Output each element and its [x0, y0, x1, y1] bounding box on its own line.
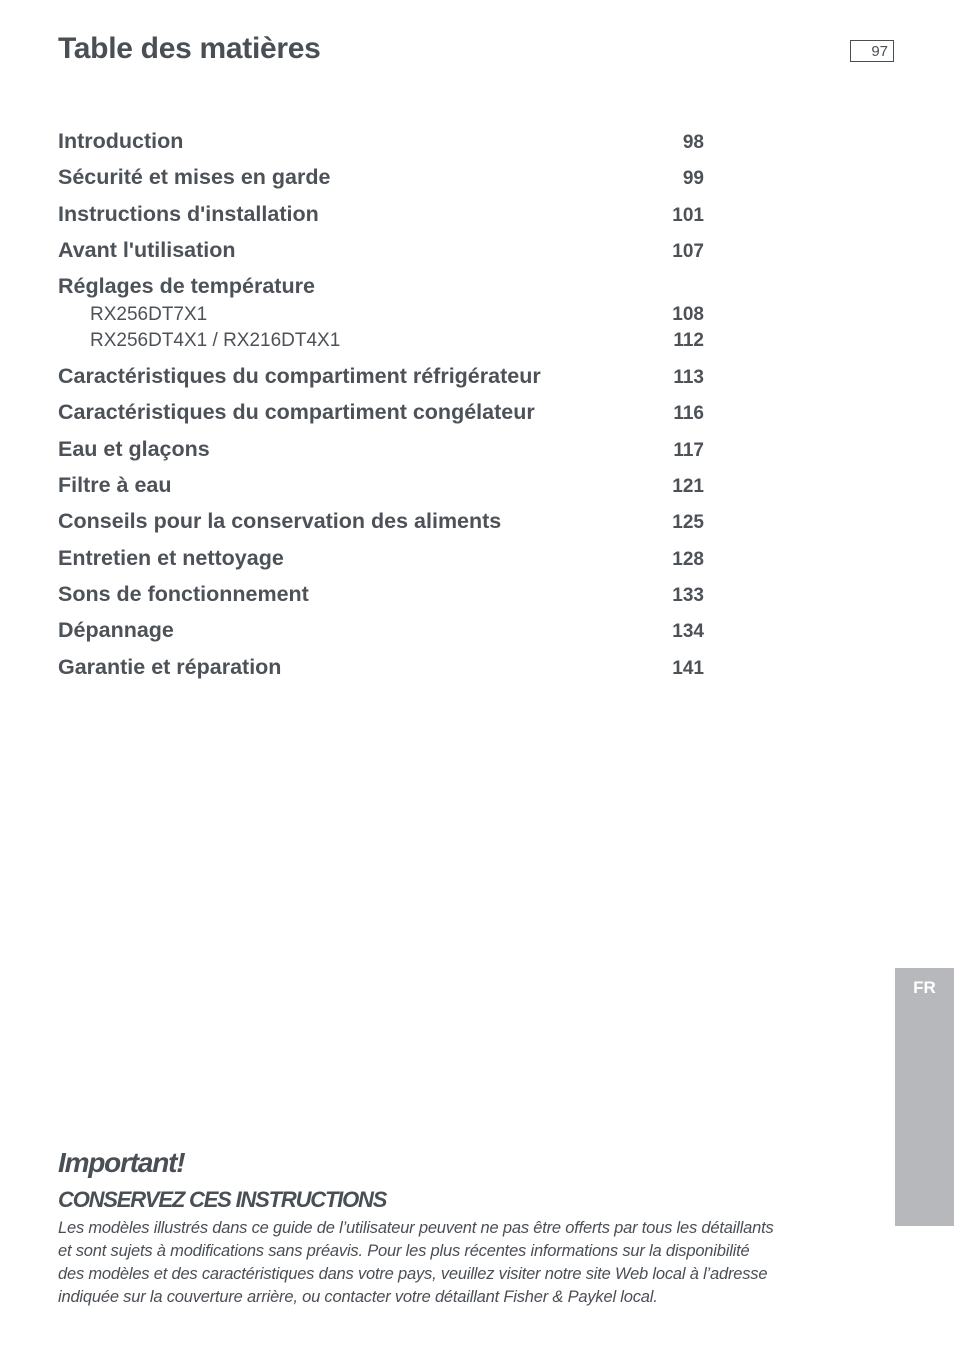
important-body-line: des modèles et des caractéristiques dans votre pays, veuillez visiter notre site Web local à l’adresse: [58, 1265, 768, 1283]
toc-subentry-label: RX256DT4X1 / RX216DT4X1: [90, 330, 341, 352]
toc-entry-eau-glacons[interactable]: [58, 433, 704, 469]
page-number: 97: [850, 40, 894, 62]
toc-entry-label: Introduction: [58, 129, 184, 153]
important-body: [58, 1217, 848, 1309]
toc-entry-label: Caractéristiques du compartiment réfrigérateur: [58, 364, 541, 389]
important-body-line: Les modèles illustrés dans ce guide de l’utilisateur peuvent ne pas être offerts par tous les détaillants: [58, 1219, 774, 1237]
toc-entry-page: 125: [672, 512, 704, 534]
toc-subentry-rx256dt7x1[interactable]: [90, 304, 704, 330]
toc-entry-page: 98: [682, 132, 704, 153]
toc-group-label: Réglages de température: [58, 274, 315, 299]
important-body-line: indiquée sur la couverture arrière, ou contacter votre détaillant Fisher & Paykel local.: [58, 1288, 658, 1306]
toc-entry-page: 117: [673, 439, 704, 461]
toc-entry-congelateur[interactable]: [58, 396, 704, 432]
toc-entry-label: Sons de fonctionnement: [58, 581, 309, 606]
toc-group-reglages-temperature: [58, 270, 704, 360]
toc-entry-page: 121: [672, 476, 704, 498]
toc-entry-garantie[interactable]: [58, 651, 704, 687]
toc-entry-page: 99: [682, 168, 704, 190]
language-tab-label: FR: [913, 978, 936, 997]
toc-entry-page: 101: [672, 204, 704, 226]
toc-entry-label: Conseils pour la conservation des aliments: [58, 509, 502, 534]
important-heading: Important!: [58, 1147, 185, 1178]
important-subheading: CONSERVEZ CES INSTRUCTIONS: [58, 1187, 387, 1212]
language-tab: [895, 968, 954, 1226]
toc-entry-installation[interactable]: [58, 198, 704, 234]
toc-entry-filtre-eau[interactable]: [58, 469, 704, 505]
toc-entry-label: Dépannage: [58, 618, 174, 643]
toc-entry-page: 128: [672, 548, 704, 570]
toc-subentry-label: RX256DT7X1: [90, 304, 208, 326]
toc-subentry-page: 108: [672, 304, 704, 326]
toc-subentry-page: 112: [673, 330, 704, 352]
toc-entry-sons[interactable]: [58, 578, 704, 614]
toc-entry-label: Garantie et réparation: [58, 654, 282, 679]
toc-entry-introduction[interactable]: [58, 125, 704, 161]
toc-entry-page: 133: [672, 584, 704, 606]
toc-entry-refrigerateur[interactable]: [58, 360, 704, 396]
page-title: Table des matières: [58, 32, 321, 65]
important-body-line: et sont sujets à modifications sans préavis. Pour les plus récentes informations sur la disponibilité: [58, 1242, 750, 1260]
toc-entry-label: Sécurité et mises en garde: [58, 165, 331, 190]
toc-entry-label: Avant l'utilisation: [58, 237, 236, 262]
toc-entry-page: 141: [672, 657, 704, 679]
toc-entry-page: 113: [673, 367, 704, 389]
toc-entry-depannage[interactable]: [58, 614, 704, 650]
toc-entry-page: 134: [672, 621, 704, 643]
toc-entry-page: 116: [673, 403, 704, 425]
toc-entry-label: Filtre à eau: [58, 473, 172, 498]
toc-entry-entretien[interactable]: [58, 542, 704, 578]
toc-entry-securite[interactable]: [58, 161, 704, 197]
toc-entry-label: Instructions d'installation: [58, 201, 319, 226]
toc-entry-label: Entretien et nettoyage: [58, 545, 284, 570]
toc-entry-conseils[interactable]: [58, 505, 704, 541]
toc-entry-page: 107: [672, 240, 704, 262]
table-of-contents: [58, 125, 704, 687]
toc-entry-label: Eau et glaçons: [58, 436, 210, 461]
important-notice: [58, 1144, 848, 1309]
toc-entry-avant-utilisation[interactable]: [58, 234, 704, 270]
toc-subentry-rx256dt4x1[interactable]: [90, 330, 704, 356]
toc-entry-label: Caractéristiques du compartiment congélateur: [58, 400, 535, 425]
